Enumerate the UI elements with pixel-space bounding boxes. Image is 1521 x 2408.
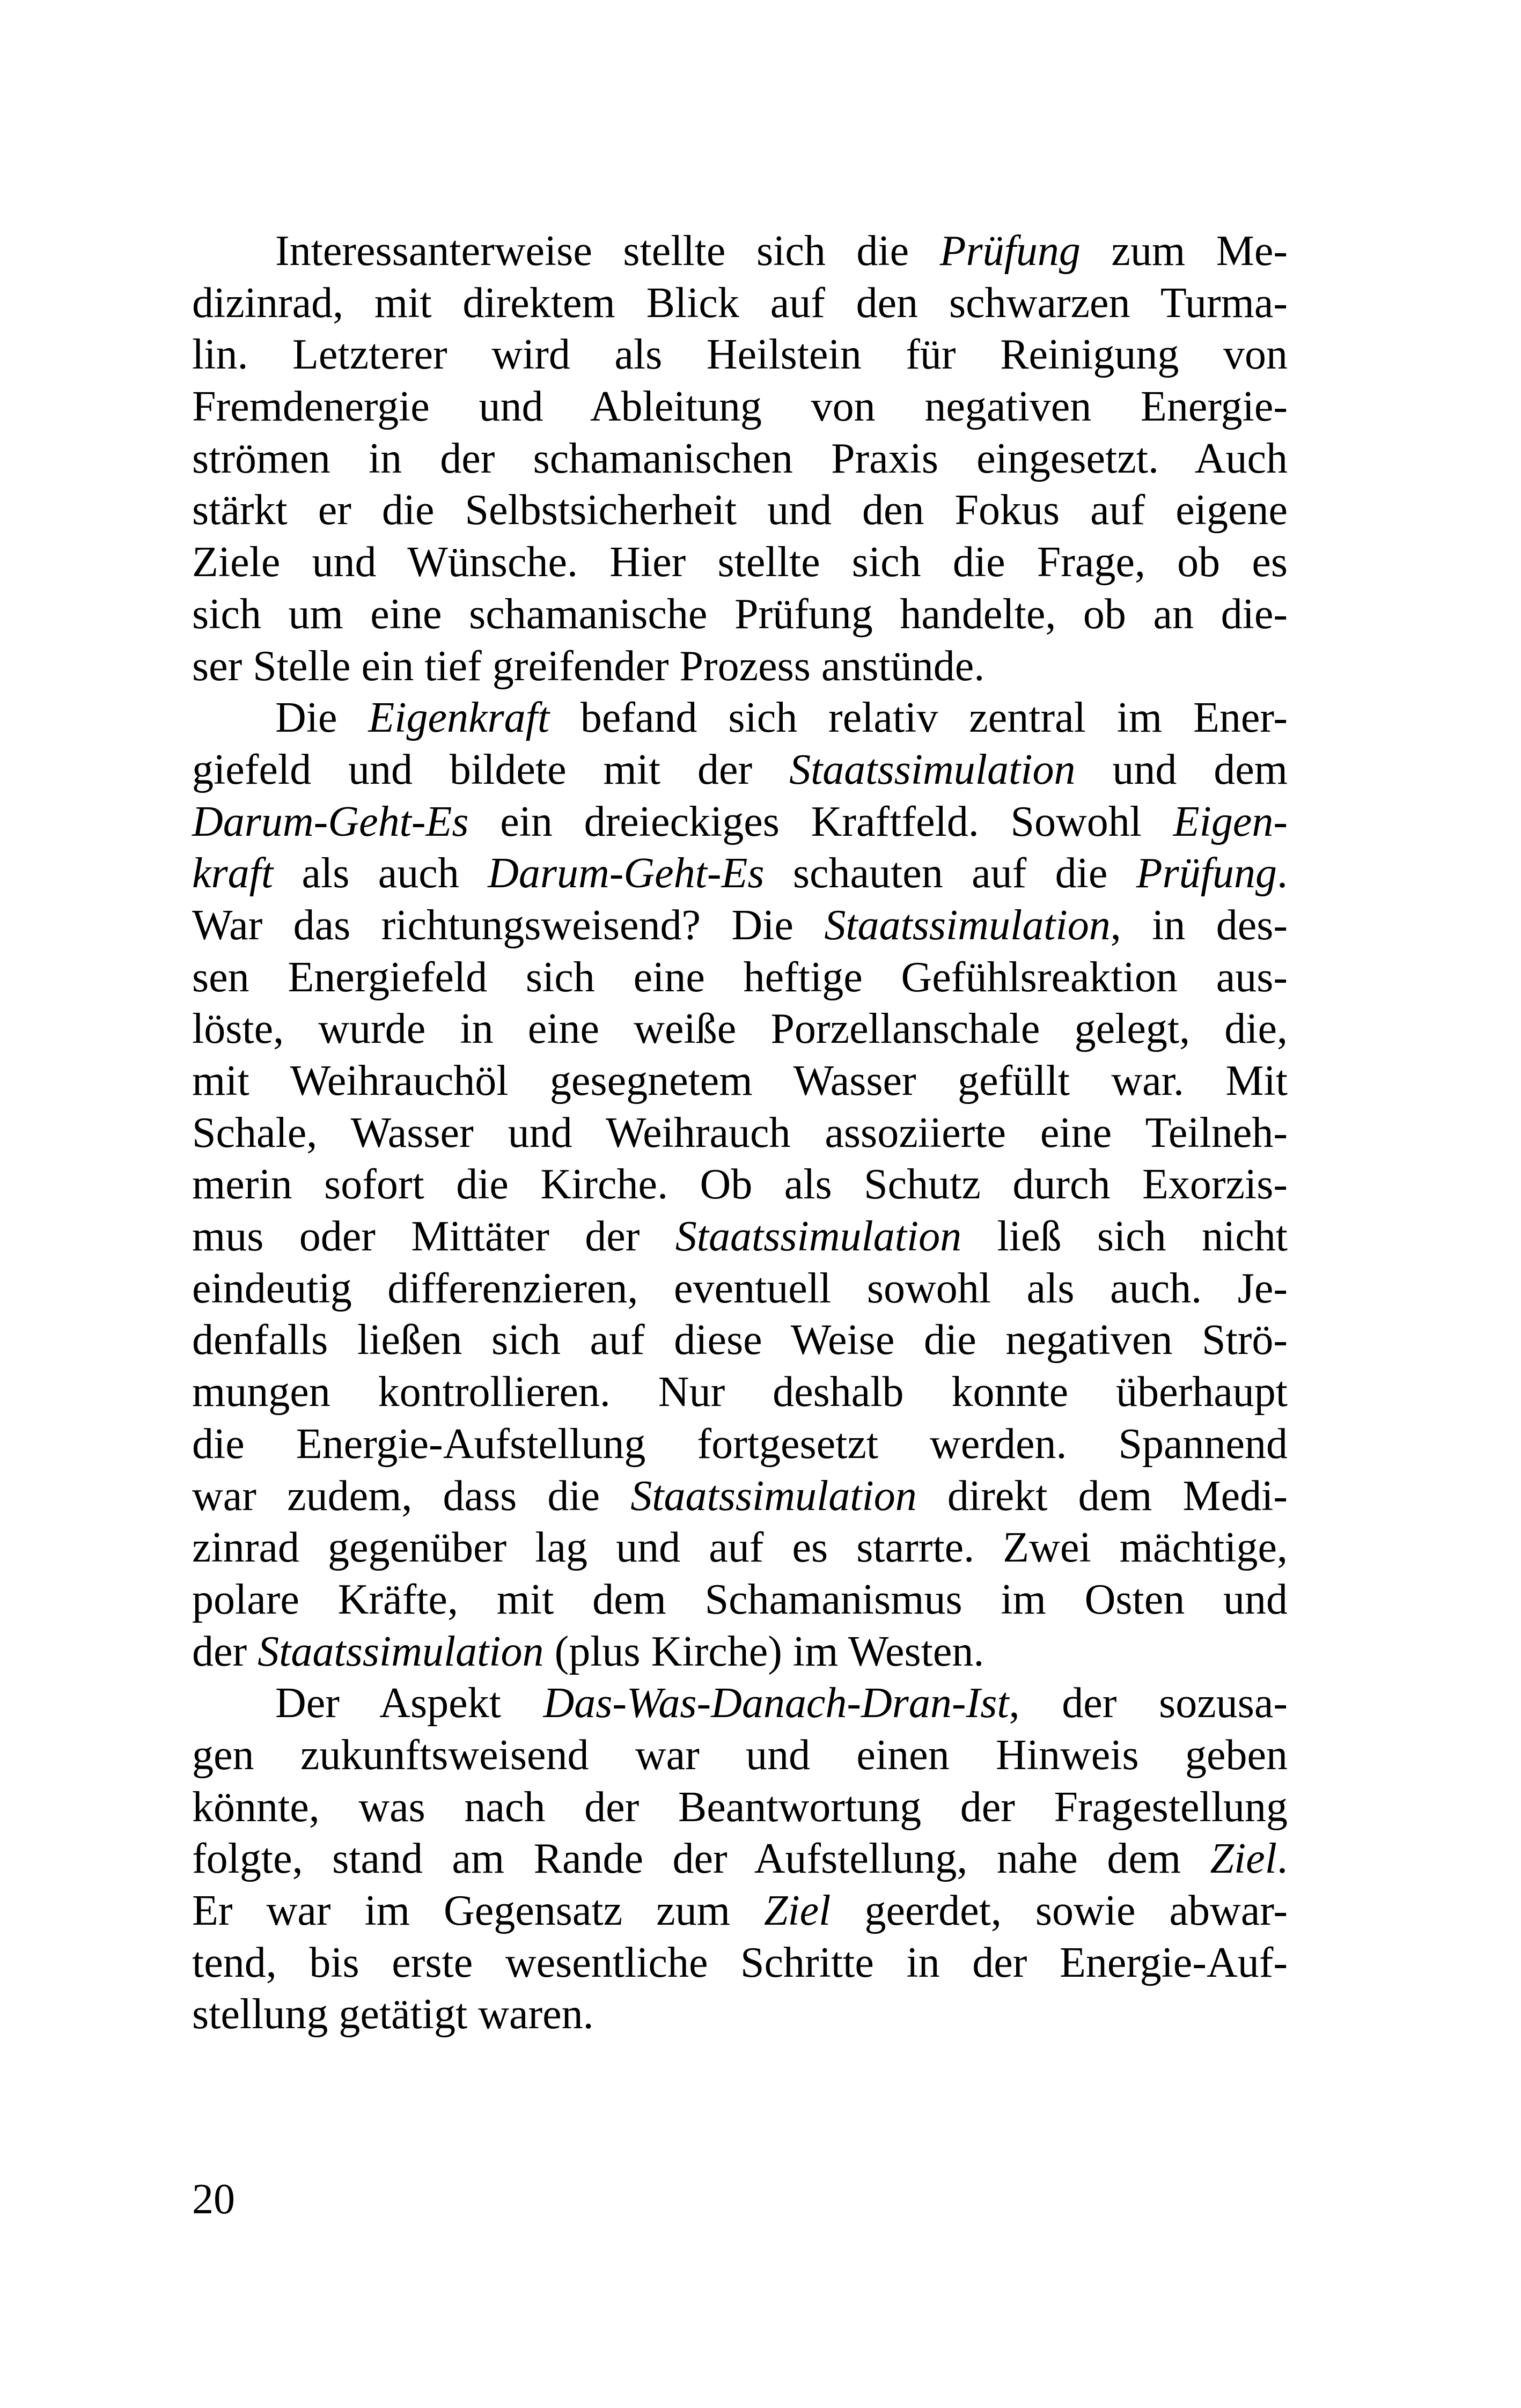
text-run: mungen kontrollieren. Nur deshalb konnte überhaupt: [192, 1368, 1288, 1416]
text-run: denfalls ließen sich auf diese Weise die negativen Strö-: [192, 1316, 1288, 1364]
text-run: als auch: [273, 850, 488, 897]
text-run: war zudem, dass die: [192, 1472, 631, 1520]
italic-term: Ziel: [763, 1887, 831, 1934]
text-run: ließ sich nicht: [961, 1213, 1288, 1261]
text-run: , in des-: [1110, 901, 1288, 949]
text-line: [192, 1314, 1288, 1366]
text-run: Er war im Gegensatz zum: [192, 1887, 764, 1934]
text-run: Ziele und Wünsche. Hier stellte sich die Frage, ob es: [192, 539, 1288, 586]
italic-term: Das-Was-Danach-Dran-Ist: [543, 1680, 1009, 1727]
text-run: die Energie-Aufstellung fortgesetzt werden. Spannend: [192, 1420, 1288, 1468]
italic-term: Darum-Geht-Es: [192, 798, 469, 845]
italic-term: kraft: [192, 850, 274, 897]
text-line: [192, 692, 1288, 744]
text-line: [192, 225, 1288, 277]
text-line: [192, 1366, 1288, 1418]
italic-term: Prüfung: [1136, 850, 1277, 897]
italic-term: Prüfung: [939, 227, 1081, 275]
text-run: ein dreieckiges Kraftfeld. Sowohl: [468, 798, 1173, 845]
text-line: [192, 1263, 1288, 1315]
text-line: [192, 1522, 1288, 1574]
paragraph: [192, 692, 1288, 1677]
text-run: und dem: [1075, 746, 1288, 793]
text-line: [192, 1781, 1288, 1833]
italic-term: Staatssimulation: [824, 901, 1111, 949]
text-run: Fremdenergie und Ableitung von negativen Energie-: [192, 383, 1288, 431]
text-run: stellung getätigt waren.: [192, 1991, 594, 2038]
text-line: [192, 433, 1288, 485]
text-run: ser Stelle ein tief greifender Prozess anstünde.: [192, 642, 985, 690]
text-run: direkt dem Medi-: [916, 1472, 1288, 1520]
text-line: [192, 588, 1288, 640]
text-line: [192, 277, 1288, 329]
text-run: War das richtungsweisend? Die: [192, 901, 825, 949]
text-line: [192, 381, 1288, 433]
text-run: befand sich relativ zentral im Ener-: [549, 694, 1288, 742]
paragraph: [192, 1677, 1288, 2041]
text-line: [192, 640, 1288, 693]
text-run: lin. Letzterer wird als Heilstein für Reinigung von: [192, 331, 1288, 379]
text-line: [192, 1833, 1288, 1885]
text-line: [192, 744, 1288, 796]
body-text: [192, 225, 1288, 2041]
text-run: .: [1277, 850, 1288, 897]
text-line: [192, 1470, 1288, 1522]
text-line: [192, 1989, 1288, 2041]
text-run: (plus Kirche) im Westen.: [543, 1628, 984, 1675]
text-run: strömen in der schamanischen Praxis eingesetzt. Auch: [192, 435, 1288, 482]
text-run: der: [192, 1628, 258, 1675]
text-run: polare Kräfte, mit dem Schamanismus im Osten und: [192, 1575, 1288, 1623]
text-line: [192, 1937, 1288, 1989]
text-line: [192, 1003, 1288, 1055]
text-run: zinrad gegenüber lag und auf es starrte. Zwei mächtige,: [192, 1524, 1288, 1572]
text-run: mit Weihrauchöl gesegnetem Wasser gefüllt war. Mit: [192, 1057, 1288, 1104]
text-run: Schale, Wasser und Weihrauch assoziierte eine Teilneh-: [192, 1109, 1288, 1157]
text-line: [192, 1418, 1288, 1470]
italic-term: Staatssimulation: [675, 1213, 962, 1261]
text-line: [192, 1211, 1288, 1263]
text-run: schauten auf die: [764, 850, 1136, 897]
italic-term: Eigen-: [1173, 798, 1288, 845]
text-line: [192, 1885, 1288, 1937]
text-run: eindeutig differenzieren, eventuell sowohl als auch. Je-: [192, 1264, 1288, 1312]
italic-term: Ziel: [1210, 1835, 1277, 1883]
text-line: [192, 848, 1288, 900]
text-run: giefeld und bildete mit der: [192, 746, 790, 793]
text-line: [192, 536, 1288, 588]
page-number: 20: [192, 2176, 235, 2223]
text-line: [192, 1574, 1288, 1626]
text-line: [192, 952, 1288, 1004]
text-run: gen zukunftsweisend war und einen Hinweis geben: [192, 1731, 1288, 1779]
text-line: [192, 484, 1288, 536]
text-run: Die: [275, 694, 369, 742]
text-line: [192, 1729, 1288, 1781]
text-line: [192, 1677, 1288, 1729]
text-run: stärkt er die Selbstsicherheit und den Fokus auf eigene: [192, 487, 1288, 534]
italic-term: Staatssimulation: [630, 1472, 917, 1520]
text-line: [192, 1055, 1288, 1107]
text-run: löste, wurde in eine weiße Porzellanschale gelegt, die,: [192, 1005, 1288, 1053]
text-line: [192, 796, 1288, 848]
italic-term: Eigenkraft: [368, 694, 550, 742]
text-run: .: [1277, 1835, 1288, 1883]
text-run: Interessanterweise stellte sich die: [275, 227, 940, 275]
text-line: [192, 1107, 1288, 1159]
text-run: zum Me-: [1080, 227, 1288, 275]
italic-term: Staatssimulation: [258, 1628, 544, 1675]
italic-term: Staatssimulation: [789, 746, 1076, 793]
text-run: sich um eine schamanische Prüfung handelte, ob an die-: [192, 590, 1288, 638]
text-run: merin sofort die Kirche. Ob als Schutz durch Exorzis-: [192, 1161, 1288, 1209]
text-run: Der Aspekt: [275, 1680, 543, 1727]
text-line: [192, 1626, 1288, 1678]
text-run: sen Energiefeld sich eine heftige Gefühlsreaktion aus-: [192, 953, 1288, 1001]
text-run: folgte, stand am Rande der Aufstellung, nahe dem: [192, 1835, 1210, 1883]
text-line: [192, 1159, 1288, 1211]
text-line: [192, 900, 1288, 952]
text-line: [192, 329, 1288, 381]
italic-term: Darum-Geht-Es: [488, 850, 765, 897]
text-run: dizinrad, mit direktem Blick auf den schwarzen Turma-: [192, 279, 1288, 327]
text-run: geerdet, sowie abwar-: [831, 1887, 1288, 1934]
text-run: tend, bis erste wesentliche Schritte in der Energie-Auf-: [192, 1939, 1288, 1986]
text-run: , der sozusa-: [1009, 1680, 1288, 1727]
text-run: könnte, was nach der Beantwortung der Fragestellung: [192, 1783, 1288, 1831]
text-run: mus oder Mittäter der: [192, 1213, 675, 1261]
paragraph: [192, 225, 1288, 692]
